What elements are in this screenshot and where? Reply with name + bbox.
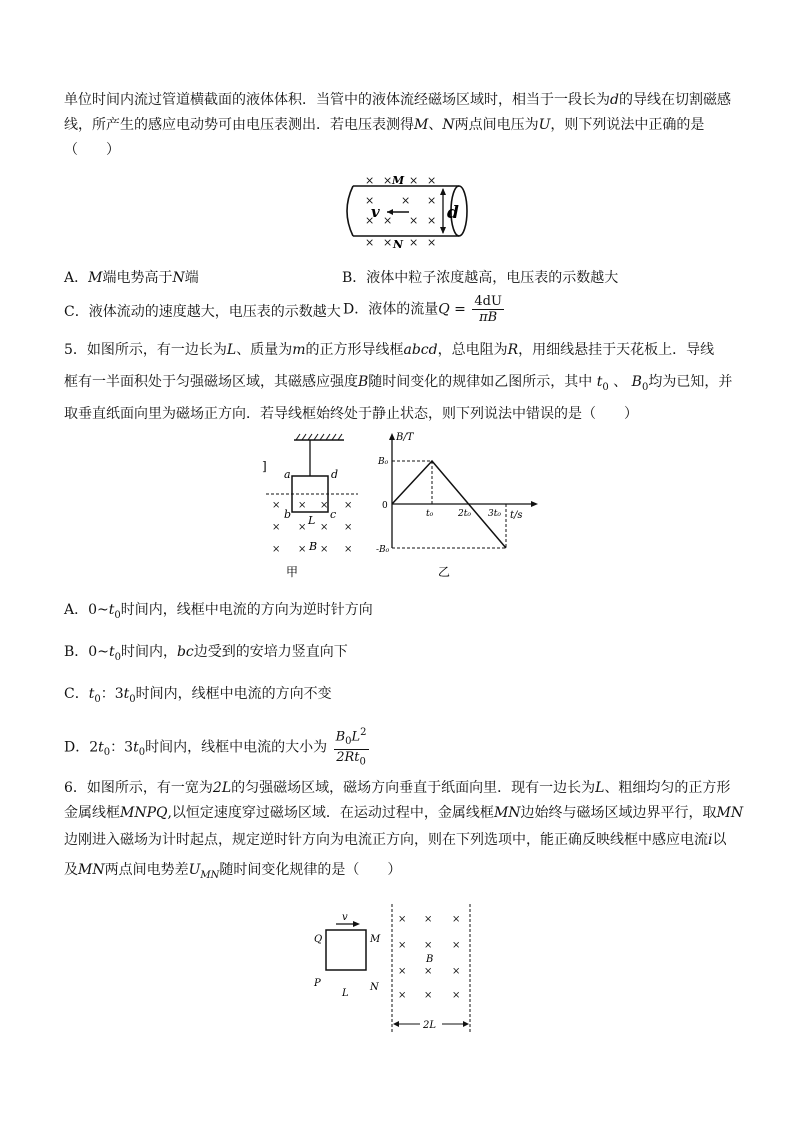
x-axis-label: t/s [510, 510, 523, 521]
origin-label: 0 [382, 501, 388, 511]
svg-text:×: × [320, 522, 329, 533]
svg-text:×: × [409, 174, 419, 187]
label-c: c [330, 508, 337, 521]
label-N: N [393, 238, 404, 250]
q5-figure-jia [258, 428, 368, 578]
t2-label: 2t₀ [458, 509, 471, 519]
label-M: M [392, 174, 405, 187]
d-arrow-top [440, 188, 446, 195]
q5-option-c: C．$t_0$：$3t_0$时间内，线框中电流的方向不变 [64, 686, 332, 705]
label-Q: Q [314, 934, 323, 945]
svg-text:×: × [452, 914, 461, 925]
q6-line4: 及MN两点间电势差$U_{MN}$随时间变化规律的是（ ） [64, 862, 402, 881]
label-d: d [447, 203, 459, 223]
svg-text:×: × [383, 174, 393, 187]
svg-text:×: × [298, 500, 307, 511]
svg-text:×: × [344, 522, 353, 533]
q4-option-d: D．液体的流量Q = $\frac{4dU}{\pi B}$ [343, 294, 502, 325]
svg-text:×: × [427, 194, 437, 207]
label-a: a [284, 468, 291, 481]
label-L: L [308, 514, 316, 527]
width-arrow-right [463, 1021, 469, 1027]
svg-text:×: × [424, 914, 433, 925]
label-N: N [370, 982, 379, 993]
pipe-left-end [347, 186, 353, 236]
q5-figure-yi [376, 428, 546, 578]
svg-text:×: × [427, 214, 437, 227]
q5-option-b: B．$0\sim t_0$时间内，bc边受到的安培力竖直向下 [64, 644, 348, 663]
svg-text:×: × [365, 214, 375, 227]
svg-text:×: × [272, 522, 281, 533]
svg-text:×: × [272, 500, 281, 511]
bracket-mark: ] [262, 459, 267, 473]
q4-pipe-figure [333, 170, 483, 250]
q6-line1: 6．如图所示，有一宽为2L的匀强磁场区域，磁场方向垂直于纸面向里．现有一边长为L、粗细均匀的正方形 [64, 780, 731, 796]
q5-option-a: A．$0\sim t_0$时间内，线框中电流的方向为逆时针方向 [64, 602, 373, 621]
velocity-arrow-head [353, 921, 360, 927]
q6-line2: 金属线框MNPQ,以恒定速度穿过磁场区域．在运动过程中，金属线框MN边始终与磁场区域边界平行，取MN [64, 805, 744, 821]
x-axis-arrow [531, 501, 538, 507]
label-d: d [331, 468, 339, 481]
q5-option-d: D．$2t_0$：$3t_0$时间内，线框中电流的大小为 $\frac{B_0L^2}{2Rt_0}$ [64, 727, 367, 768]
svg-text:×: × [398, 914, 407, 925]
svg-text:×: × [344, 500, 353, 511]
q6-figure [306, 900, 506, 1040]
label-v: v [342, 912, 348, 923]
d-arrow-bottom [440, 227, 446, 234]
svg-text:×: × [298, 544, 307, 555]
svg-text:×: × [401, 194, 411, 207]
label-P: P [314, 978, 321, 989]
svg-text:×: × [452, 940, 461, 951]
q5-line3: 取垂直纸面向里为磁场正方向．若导线框始终处于静止状态，则下列说法中错误的是（ ） [64, 406, 638, 422]
label-v: v [371, 203, 380, 221]
caption-yi: 乙 [438, 565, 451, 578]
svg-text:×: × [320, 500, 329, 511]
svg-text:×: × [427, 236, 437, 249]
svg-text:×: × [344, 544, 353, 555]
q5-line1: 5．如图所示，有一边长为L、质量为m的正方形导线框abcd，总电阻为R，用细线悬挂于天花板上．导线 [64, 342, 715, 358]
y-axis-label: B/T [396, 432, 414, 443]
svg-text:×: × [365, 236, 375, 249]
svg-text:×: × [398, 966, 407, 977]
q5-line2: 框有一半面积处于匀强磁场区域，其磁感应强度B随时间变化的规律如乙图所示，其中 $t_0$ 、 $B_0$均为已知，并 [64, 374, 733, 393]
svg-text:×: × [365, 194, 375, 207]
svg-text:×: × [398, 990, 407, 1001]
svg-text:×: × [427, 174, 437, 187]
square-loop [326, 930, 366, 970]
svg-text:×: × [452, 990, 461, 1001]
svg-text:×: × [398, 940, 407, 951]
label-B: B [309, 540, 318, 553]
svg-text:×: × [409, 214, 419, 227]
label-L: L [342, 988, 349, 999]
svg-text:×: × [424, 940, 433, 951]
q4-line1: 单位时间内流过管道横截面的液体体积．当管中的液体流经磁场区域时，相当于一段长为d的导线在切割磁感 [64, 92, 731, 108]
q4-option-c: C．液体流动的速度越大，电压表的示数越大 [64, 304, 341, 320]
label-B: B [426, 954, 434, 965]
svg-text:×: × [272, 544, 281, 555]
y-axis-arrow [389, 433, 395, 440]
ceiling-hatch [296, 434, 342, 440]
q4-option-b: B．液体中粒子浓度越高，电压表的示数越大 [342, 270, 619, 286]
svg-text:×: × [383, 236, 393, 249]
label-b: b [284, 508, 292, 521]
current-fraction: $\frac{B_0L^2}{2Rt_0}$ [335, 727, 367, 768]
width-arrow-left [393, 1021, 399, 1027]
t3-label: 3t₀ [488, 509, 501, 519]
label-2L: 2L [423, 1020, 437, 1031]
svg-text:×: × [298, 522, 307, 533]
label-M: M [370, 934, 381, 945]
flow-fraction: $\frac{4dU}{\pi B}$ [474, 294, 502, 325]
q4-option-a: A．M端电势高于N端 [64, 270, 199, 286]
b0-label: B₀ [378, 457, 389, 467]
svg-text:×: × [452, 966, 461, 977]
q6-line3: 边刚进入磁场为计时起点，规定逆时针方向为电流正方向，则在下列选项中，能正确反映线框中感应电流i以 [64, 832, 727, 848]
svg-text:×: × [383, 214, 393, 227]
q4-line3: （ ） [64, 142, 120, 158]
svg-text:×: × [320, 544, 329, 555]
q4-line2: 线，所产生的感应电动势可由电压表测出．若电压表测得M、N两点间电压为U，则下列说法中正确的是 [64, 117, 705, 133]
svg-text:×: × [424, 966, 433, 977]
caption-jia: 甲 [286, 565, 299, 578]
svg-text:×: × [424, 990, 433, 1001]
negb0-label: -B₀ [376, 545, 390, 555]
svg-text:×: × [365, 174, 375, 187]
svg-text:×: × [409, 236, 419, 249]
t0-label: t₀ [426, 509, 434, 519]
